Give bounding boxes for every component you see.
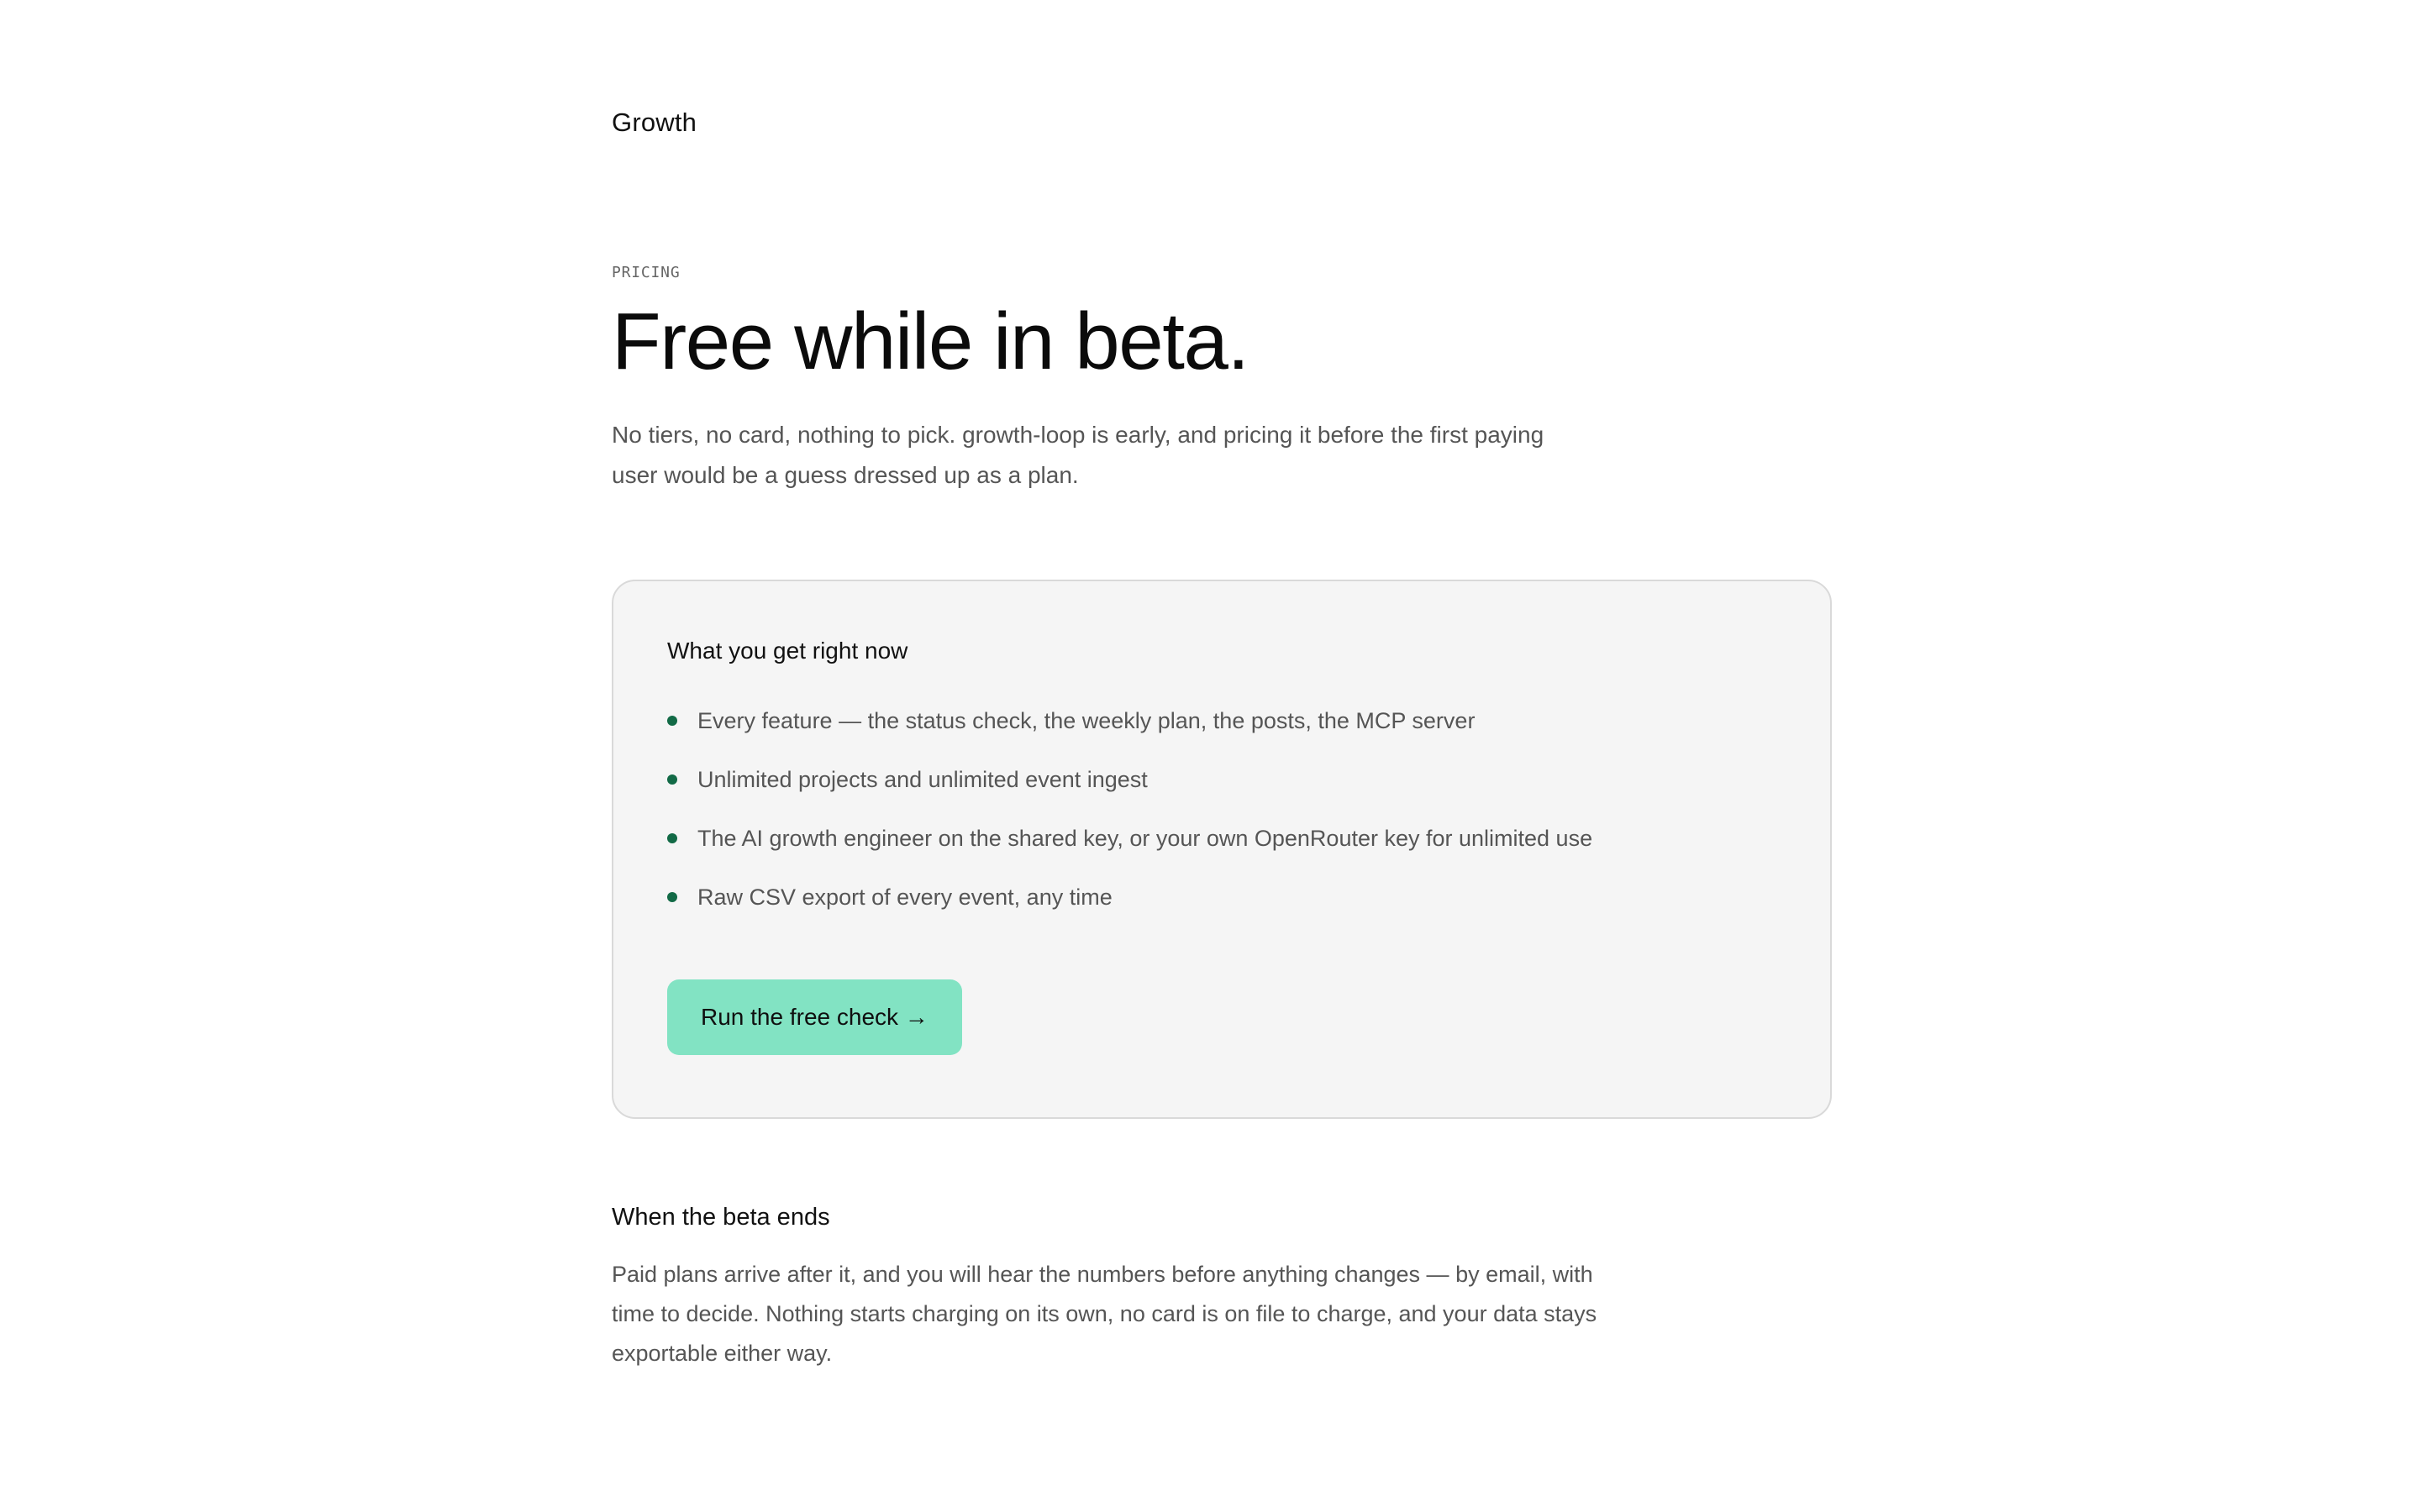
feature-item	[667, 764, 1592, 823]
feature-item	[667, 706, 1592, 764]
bullet-dot-icon	[667, 774, 677, 785]
free-plan-card	[612, 580, 1832, 1119]
feature-text: Unlimited projects and unlimited event ingest	[697, 767, 1148, 792]
feature-text: Raw CSV export of every event, any time	[697, 885, 1113, 910]
card-title: What you get right now	[667, 638, 908, 664]
bullet-dot-icon	[667, 833, 677, 843]
feature-text: The AI growth engineer on the shared key, or your own OpenRouter key for unlimited use	[697, 826, 1593, 851]
bullet-dot-icon	[667, 892, 677, 902]
page-title: Free while in beta.	[612, 297, 1249, 386]
bullet-dot-icon	[667, 716, 677, 726]
feature-text: Every feature — the status check, the weekly plan, the posts, the MCP server	[697, 708, 1476, 733]
brand-name[interactable]: Growth	[612, 108, 697, 137]
beta-end-title: When the beta ends	[612, 1204, 830, 1231]
pricing-eyebrow: PRICING	[612, 264, 681, 281]
page-subtitle: No tiers, no card, nothing to pick. growth-loop is early, and pricing it before the first paying user would be a guess dressed up as a plan.	[612, 422, 1544, 488]
feature-item	[667, 823, 1592, 882]
beta-end-body: Paid plans arrive after it, and you will hear the numbers before anything changes — by email, with time to decide. Nothing starts charging on its own, no card is on file to charge, and your data stays exportable either way.	[612, 1262, 1597, 1366]
feature-item	[667, 882, 1592, 941]
feature-list	[667, 706, 1592, 941]
run-free-check-button[interactable]: Run the free check →	[667, 979, 962, 1055]
